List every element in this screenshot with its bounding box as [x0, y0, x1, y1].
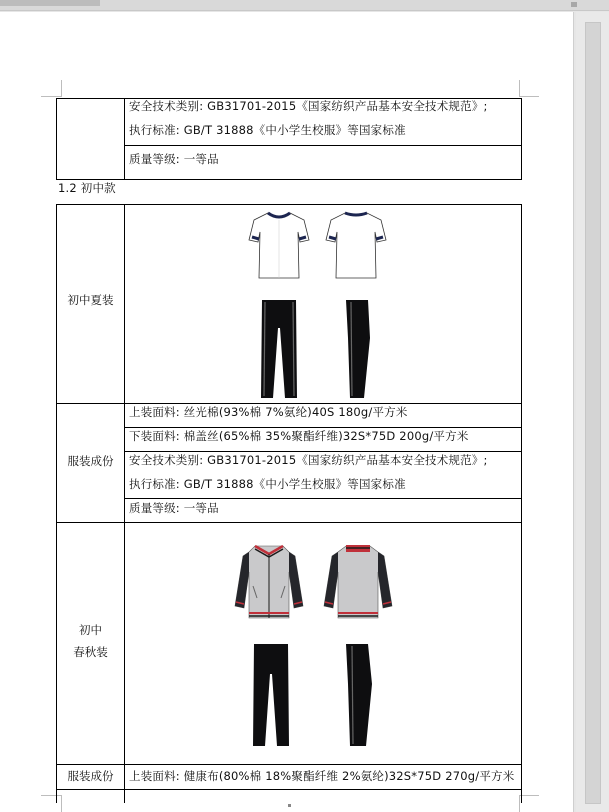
- autumn-jacket-back-image: [322, 542, 394, 624]
- ruler-marker[interactable]: [571, 2, 577, 7]
- summer-label: 初中夏装: [67, 293, 114, 307]
- prev-safety-text: 安全技术类别: GB31701-2015《国家纺织产品基本安全技术规范》;: [129, 99, 488, 113]
- summer-top-fabric: 上装面料: 丝光棉(93%棉 7%氨纶)40S 180g/平方米: [129, 405, 408, 419]
- margin-mark: [519, 795, 520, 812]
- page-dot: [288, 804, 291, 807]
- scrollbar-thumb[interactable]: [585, 22, 601, 804]
- margin-mark: [61, 795, 62, 812]
- vertical-scrollbar[interactable]: [576, 12, 609, 812]
- margin-mark: [519, 80, 520, 97]
- summer-composition-label: 服装成份: [67, 454, 114, 468]
- summer-pants-front-image: [259, 298, 299, 400]
- autumn-pants-front-image: [251, 642, 291, 748]
- autumn-label-line2: 春秋装: [73, 645, 108, 659]
- summer-standard: 执行标准: GB/T 31888《中小学生校服》等国家标准: [129, 477, 406, 491]
- summer-tshirt-front-image: [248, 208, 310, 280]
- autumn-composition-label: 服装成份: [67, 769, 114, 783]
- summer-pants-side-image: [342, 298, 372, 400]
- prev-grade-text: 质量等级: 一等品: [129, 152, 219, 166]
- summer-bottom-fabric: 下装面料: 棉盖丝(65%棉 35%聚酯纤维)32S*75D 200g/平方米: [129, 429, 469, 443]
- margin-mark: [519, 795, 539, 796]
- summer-grade: 质量等级: 一等品: [129, 501, 219, 515]
- summer-safety: 安全技术类别: GB31701-2015《国家纺织产品基本安全技术规范》;: [129, 453, 488, 467]
- autumn-pants-side-image: [342, 642, 374, 748]
- autumn-top-fabric: 上装面料: 健康布(80%棉 18%聚酯纤维 2%氨纶)32S*75D 270g/平方米: [129, 769, 515, 783]
- prev-standard-text: 执行标准: GB/T 31888《中小学生校服》等国家标准: [129, 123, 406, 137]
- selection-highlight: [0, 0, 100, 6]
- summer-tshirt-back-image: [325, 208, 387, 280]
- margin-mark: [61, 80, 62, 97]
- window-top-edge: [0, 0, 609, 11]
- autumn-jacket-front-image: [233, 542, 305, 624]
- margin-mark: [519, 96, 539, 97]
- section-heading: 1.2 初中款: [58, 181, 116, 195]
- margin-mark: [41, 795, 61, 796]
- autumn-label-line1: 初中: [79, 623, 102, 637]
- document-page: [0, 12, 574, 812]
- margin-mark: [41, 96, 61, 97]
